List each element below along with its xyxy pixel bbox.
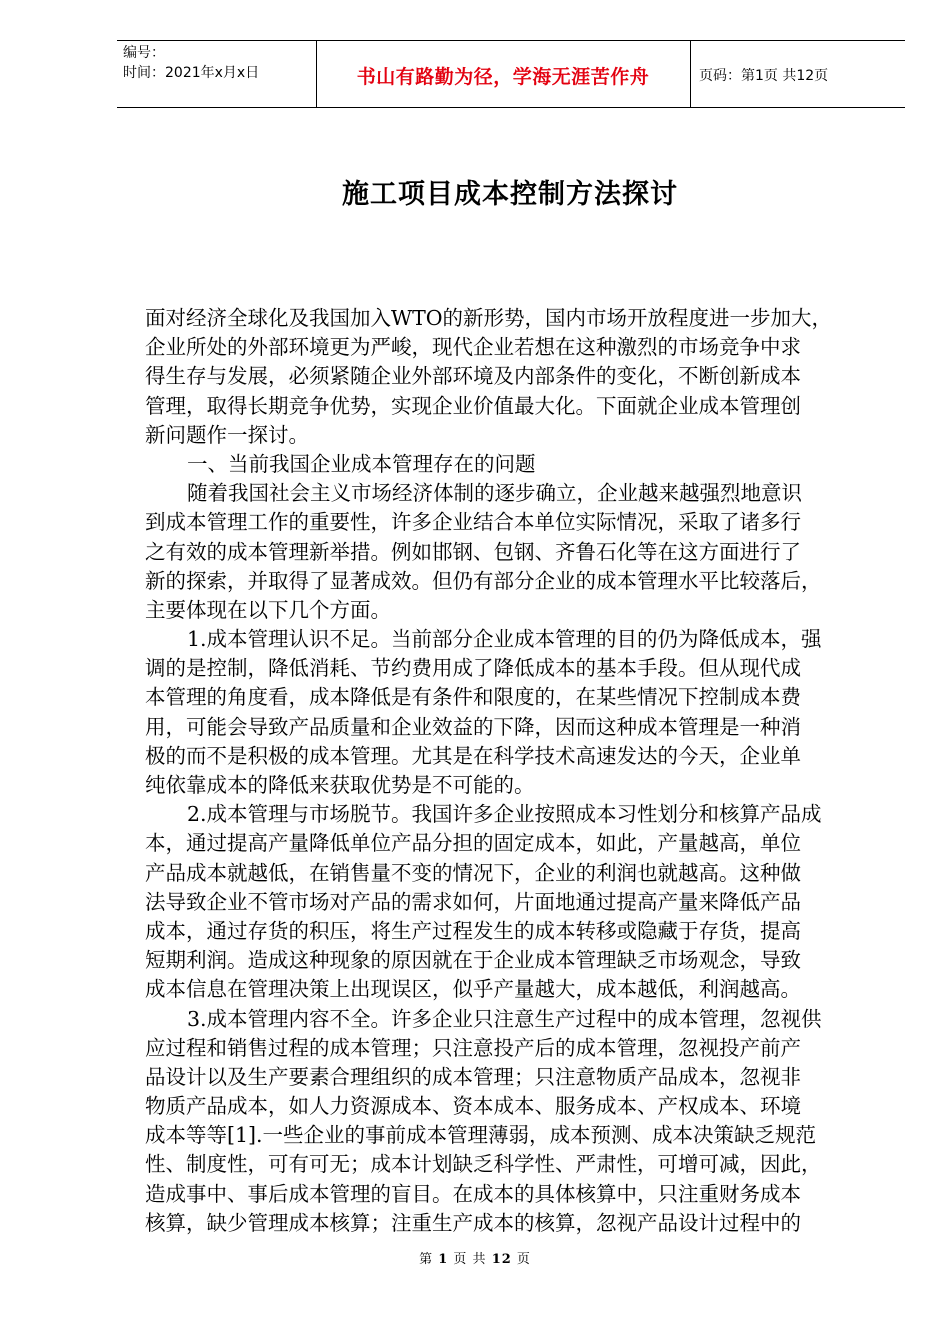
- header-number-label: 编号：: [123, 45, 165, 61]
- footer-suffix: 页: [516, 1252, 531, 1267]
- header-page-label: 页码：第1页 共12页: [699, 68, 829, 84]
- footer-total-pages: 12: [491, 1252, 512, 1267]
- body-line: 随着我国社会主义市场经济体制的逐步确立，企业越来越强烈地意识: [187, 481, 802, 506]
- body-line: 调的是控制，降低消耗、节约费用成了降低成本的基本手段。但从现代成: [145, 656, 801, 681]
- body-line: 新问题作一探讨。: [145, 422, 309, 447]
- body-line: 成本，通过存货的积压，将生产过程发生的成本转移或隐藏于存货，提高: [145, 918, 801, 943]
- body-line: 法导致企业不管市场对产品的需求如何，片面地通过提高产量来降低产品: [145, 889, 801, 914]
- body-line: 产品成本就越低，在销售量不变的情况下，企业的利润也就越高。这种做: [145, 860, 801, 885]
- document-body: [145, 304, 885, 1238]
- body-line: 应过程和销售过程的成本管理；只注意投产后的成本管理，忽视投产前产: [145, 1035, 801, 1060]
- body-line: 本，通过提高产量降低单位产品分担的固定成本，如此，产量越高，单位: [145, 831, 801, 856]
- body-line: 到成本管理工作的重要性，许多企业结合本单位实际情况，采取了诸多行: [145, 510, 801, 535]
- body-line: 造成事中、事后成本管理的盲目。在成本的具体核算中，只注重财务成本: [145, 1181, 801, 1206]
- body-line: 3.成本管理内容不全。许多企业只注意生产过程中的成本管理，忽视供: [187, 1006, 822, 1031]
- body-line: 物质产品成本，如人力资源成本、资本成本、服务成本、产权成本、环境: [145, 1094, 801, 1119]
- body-line: 极的而不是积极的成本管理。尤其是在科学技术高速发达的今天，企业单: [145, 743, 801, 768]
- footer-page-number: 1: [438, 1252, 449, 1267]
- header-meta: [123, 43, 259, 83]
- footer-prefix: 第: [419, 1252, 434, 1267]
- header-top-border: [117, 40, 905, 41]
- body-line: 成本信息在管理决策上出现误区，似乎产量越大，成本越低，利润越高。: [145, 977, 801, 1002]
- header-bottom-border: [117, 107, 905, 108]
- page-footer: [0, 1248, 950, 1267]
- body-line: 管理，取得长期竞争优势，实现企业价值最大化。下面就企业成本管理创: [145, 393, 801, 418]
- header-divider-right: [690, 40, 691, 107]
- body-line: 之有效的成本管理新举措。例如邯钢、包钢、齐鲁石化等在这方面进行了: [145, 539, 801, 564]
- body-line: 用，可能会导致产品质量和企业效益的下降，因而这种成本管理是一种消: [145, 714, 801, 739]
- body-line: 企业所处的外部环境更为严峻，现代企业若想在这种激烈的市场竞争中求: [145, 335, 801, 360]
- body-line: 1.成本管理认识不足。当前部分企业成本管理的目的仍为降低成本，强: [187, 627, 822, 652]
- body-line: 本管理的角度看，成本降低是有条件和限度的，在某些情况下控制成本费: [145, 685, 801, 710]
- body-line: 得生存与发展，必须紧随企业外部环境及内部条件的变化，不断创新成本: [145, 364, 801, 389]
- body-line: 性、制度性，可有可无；成本计划缺乏科学性、严肃性，可增可减，因此，: [145, 1152, 822, 1177]
- header-motto: 书山有路勤为径，学海无涯苦作舟: [356, 66, 650, 88]
- body-line: 2.成本管理与市场脱节。我国许多企业按照成本习性划分和核算产品成: [187, 802, 822, 827]
- body-line: 面对经济全球化及我国加入WTO的新形势，国内市场开放程度进一步加大，: [145, 306, 833, 330]
- document-title: 施工项目成本控制方法探讨: [342, 179, 678, 210]
- body-line: 品设计以及生产要素合理组织的成本管理；只注意物质产品成本，忽视非: [145, 1064, 801, 1089]
- body-line: 纯依靠成本的降低来获取优势是不可能的。: [145, 773, 535, 797]
- section-heading: 一、当前我国企业成本管理存在的问题: [187, 451, 536, 476]
- body-line: 核算，缺少管理成本核算；注重生产成本的核算，忽视产品设计过程中的: [145, 1210, 801, 1235]
- body-line: 新的探索，并取得了显著成效。但仍有部分企业的成本管理水平比较落后，: [145, 568, 822, 593]
- footer-mid: 页 共: [453, 1252, 487, 1267]
- header-time-label: 时间：2021年x月x日: [123, 65, 260, 81]
- body-line: 成本等等[1].一些企业的事前成本管理薄弱，成本预测、成本决策缺乏规范: [145, 1123, 817, 1148]
- body-line: 主要体现在以下几个方面。: [145, 597, 391, 622]
- body-line: 短期利润。造成这种现象的原因就在于企业成本管理缺乏市场观念，导致: [145, 948, 801, 973]
